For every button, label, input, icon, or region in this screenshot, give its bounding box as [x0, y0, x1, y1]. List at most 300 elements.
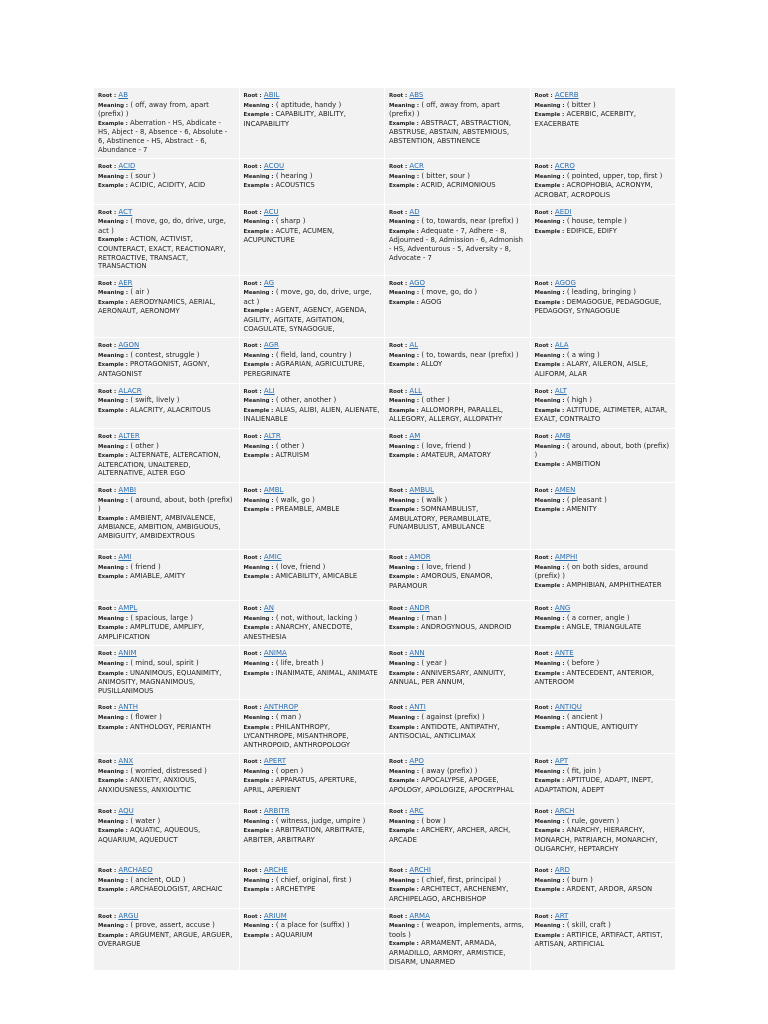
- root-entry-cell: [239, 754, 385, 804]
- root-line: [389, 486, 526, 496]
- meaning-text: ( hearing ): [275, 171, 313, 180]
- meaning-line: [389, 713, 526, 723]
- meaning-text: ( move, go, do, drive, urge, act ): [98, 217, 226, 235]
- meaning-text: ( other, another ): [275, 396, 337, 405]
- example-label: Example :: [534, 228, 565, 235]
- root-link[interactable]: AB: [118, 91, 128, 99]
- root-line: [98, 807, 235, 817]
- example-text: AQUARIUM: [275, 930, 313, 939]
- example-text: INANIMATE, ANIMAL, ANIMATE: [275, 668, 378, 677]
- example-label: Example :: [389, 778, 419, 785]
- meaning-line: [98, 172, 235, 182]
- root-line: [389, 387, 526, 397]
- meaning-line: [389, 172, 526, 182]
- example-label: Example :: [98, 887, 128, 894]
- root-label: Root :: [98, 651, 117, 658]
- meaning-text: ( witness, judge, umpire ): [275, 816, 366, 825]
- root-entry-cell: [530, 646, 676, 700]
- root-entry-cell: [385, 754, 531, 804]
- example-line: [535, 460, 672, 470]
- root-label: Root :: [243, 93, 262, 99]
- meaning-text: ( spacious, large ): [130, 613, 193, 622]
- root-line: [389, 208, 526, 218]
- root-label: Root :: [98, 868, 117, 875]
- root-link[interactable]: ACID: [118, 162, 136, 171]
- root-line: [98, 912, 235, 922]
- meaning-text: ( to, towards, near (prefix) ): [421, 350, 519, 359]
- root-link[interactable]: AMI: [118, 552, 132, 561]
- root-link[interactable]: AG: [263, 278, 274, 287]
- root-entry-cell: [94, 338, 240, 383]
- root-label: Root :: [389, 651, 408, 658]
- root-label: Root :: [98, 280, 117, 287]
- root-entry-cell: [385, 275, 531, 338]
- meaning-line: [98, 817, 235, 827]
- root-link[interactable]: ANIMA: [263, 649, 287, 658]
- root-link[interactable]: ALT: [554, 386, 567, 395]
- root-label: Root :: [98, 209, 117, 216]
- root-link[interactable]: AER: [118, 278, 133, 287]
- root-entry-cell: [530, 338, 676, 383]
- example-label: Example :: [389, 183, 419, 190]
- example-line: [98, 723, 235, 733]
- meaning-line: [535, 659, 672, 669]
- root-link[interactable]: ARIUM: [263, 911, 287, 920]
- table-row: [94, 600, 676, 645]
- table-row: [94, 275, 676, 338]
- example-label: Example :: [98, 453, 128, 460]
- meaning-line: [244, 217, 381, 227]
- meaning-text: ( field, land, country ): [275, 350, 352, 359]
- meaning-text: ( sour ): [130, 171, 156, 180]
- root-link[interactable]: ANTE: [554, 649, 574, 658]
- meaning-label: Meaning :: [98, 443, 129, 450]
- example-label: Example :: [243, 828, 274, 835]
- example-line: [535, 298, 672, 316]
- meaning-text: ( friend ): [130, 562, 161, 571]
- meaning-text: ( to, towards, near (prefix) ): [421, 217, 519, 226]
- root-line: [389, 604, 526, 614]
- root-entry-cell: [239, 429, 385, 483]
- example-label: Example :: [98, 778, 128, 785]
- meaning-line: [535, 921, 672, 931]
- root-link[interactable]: ARCHAEO: [118, 866, 153, 875]
- example-line: [244, 885, 381, 895]
- root-link[interactable]: AN: [263, 603, 274, 612]
- meaning-line: [244, 614, 381, 624]
- example-label: Example :: [98, 515, 128, 522]
- example-label: Example :: [98, 828, 128, 835]
- example-text: ACOUSTICS: [275, 181, 315, 190]
- root-label: Root :: [534, 93, 553, 99]
- example-label: Example :: [98, 932, 128, 939]
- meaning-text: ( swift, lively ): [130, 396, 180, 405]
- meaning-line: [244, 817, 381, 827]
- root-entry-cell: [94, 549, 240, 600]
- root-entry-cell: [530, 863, 676, 908]
- root-link[interactable]: ARBITR: [263, 807, 290, 816]
- word-roots-table-body: [94, 88, 676, 971]
- root-label: Root :: [389, 605, 408, 612]
- root-entry-cell: [239, 88, 385, 159]
- table-row: [94, 338, 676, 383]
- root-line: [389, 649, 526, 659]
- root-label: Root :: [98, 434, 117, 440]
- example-line: [244, 406, 381, 424]
- root-entry-cell: [530, 804, 676, 863]
- root-link[interactable]: ANTIQU: [554, 703, 582, 712]
- example-line: [535, 581, 672, 591]
- root-link[interactable]: AD: [409, 207, 420, 216]
- root-link[interactable]: AL: [409, 341, 419, 350]
- root-link[interactable]: AMBL: [263, 485, 284, 494]
- example-label: Example :: [243, 183, 274, 190]
- root-label: Root :: [534, 164, 553, 171]
- root-link[interactable]: ANX: [118, 757, 134, 766]
- example-label: Example :: [534, 724, 565, 731]
- root-entry-cell: [94, 204, 240, 275]
- root-label: Root :: [98, 487, 117, 494]
- root-link[interactable]: ALTER: [118, 432, 140, 440]
- root-link[interactable]: APO: [409, 757, 424, 766]
- example-text: ANTHOLOGY, PERIANTH: [130, 722, 211, 731]
- root-link[interactable]: ANTI: [409, 703, 426, 712]
- root-entry-cell: [94, 700, 240, 754]
- meaning-label: Meaning :: [98, 564, 129, 571]
- meaning-label: Meaning :: [389, 290, 420, 297]
- example-line: [244, 623, 381, 641]
- root-link[interactable]: ACR: [409, 162, 424, 171]
- example-text: ACUTE, ACUMEN, ACUPUNCTURE: [243, 226, 335, 245]
- meaning-text: ( away (prefix) ): [421, 766, 478, 775]
- root-line: [535, 91, 672, 101]
- root-label: Root :: [98, 759, 117, 766]
- example-text: AMIABLE, AMITY: [130, 572, 186, 581]
- root-entry-cell: [385, 600, 531, 645]
- root-link[interactable]: APERT: [263, 757, 286, 766]
- meaning-line: [389, 442, 526, 452]
- root-link[interactable]: ANIM: [118, 649, 137, 658]
- meaning-label: Meaning :: [534, 564, 565, 571]
- example-label: Example :: [389, 724, 419, 731]
- example-text: ARCHAEOLOGIST, ARCHAIC: [130, 885, 223, 894]
- root-link[interactable]: ARD: [554, 866, 570, 875]
- root-line: [535, 912, 672, 922]
- root-line: [535, 341, 672, 351]
- meaning-label: Meaning :: [243, 173, 274, 180]
- meaning-line: [535, 217, 672, 227]
- meaning-label: Meaning :: [98, 818, 129, 825]
- root-link[interactable]: ARCH: [554, 807, 575, 816]
- meaning-text: ( weapon, implements, arms, tools ): [389, 921, 524, 939]
- root-link[interactable]: ACOU: [263, 162, 285, 171]
- meaning-text: ( off, away from, apart (prefix) ): [389, 100, 500, 119]
- meaning-line: [535, 767, 672, 777]
- example-text: AMPLITUDE, AMPLIFY, AMPLIFICATION: [98, 623, 205, 641]
- example-label: Example :: [98, 237, 128, 244]
- example-line: [535, 776, 672, 794]
- root-link[interactable]: ABIL: [263, 91, 280, 99]
- root-link[interactable]: AGR: [263, 341, 279, 350]
- example-label: Example :: [243, 778, 274, 785]
- root-line: [98, 757, 235, 767]
- root-entry-cell: [385, 549, 531, 600]
- meaning-line: [535, 442, 672, 460]
- root-entry-cell: [94, 646, 240, 700]
- root-link[interactable]: ALL: [409, 386, 422, 395]
- root-link[interactable]: ARGU: [118, 911, 139, 920]
- example-label: Example :: [534, 362, 565, 369]
- root-line: [98, 649, 235, 659]
- root-link[interactable]: AMB: [554, 432, 571, 440]
- root-entry-cell: [239, 159, 385, 204]
- root-link[interactable]: ACU: [263, 207, 279, 216]
- root-label: Root :: [98, 164, 117, 171]
- root-line: [98, 553, 235, 563]
- root-link[interactable]: AMOR: [409, 552, 431, 561]
- root-link[interactable]: ALTR: [263, 432, 281, 440]
- example-line: [389, 939, 526, 966]
- example-text: ALACRITY, ALACRITOUS: [130, 405, 211, 414]
- meaning-line: [389, 101, 526, 119]
- root-link[interactable]: ARMA: [409, 911, 430, 920]
- root-line: [98, 279, 235, 289]
- example-label: Example :: [98, 362, 128, 369]
- root-link[interactable]: ANTH: [118, 703, 138, 712]
- meaning-line: [389, 921, 526, 939]
- root-entry-cell: [94, 863, 240, 908]
- example-line: [535, 110, 672, 128]
- root-line: [98, 91, 235, 101]
- meaning-line: [535, 172, 672, 182]
- example-label: Example :: [534, 887, 565, 894]
- meaning-text: ( other ): [275, 441, 305, 450]
- meaning-text: ( ancient ): [566, 712, 603, 721]
- root-entry-cell: [530, 88, 676, 159]
- meaning-text: ( on both sides, around (prefix) ): [534, 562, 648, 581]
- root-line: [244, 604, 381, 614]
- root-line: [244, 553, 381, 563]
- example-label: Example :: [243, 362, 274, 369]
- root-link[interactable]: ARC: [409, 807, 424, 816]
- example-line: [535, 181, 672, 199]
- root-link[interactable]: AEDI: [554, 207, 572, 216]
- root-link[interactable]: ART: [554, 911, 569, 920]
- meaning-line: [389, 563, 526, 573]
- meaning-label: Meaning :: [243, 877, 274, 884]
- meaning-label: Meaning :: [243, 714, 274, 721]
- example-text: ANTIDOTE, ANTIPATHY, ANTISOCIAL, ANTICLIMAX: [389, 722, 500, 741]
- root-link[interactable]: ANG: [554, 603, 571, 612]
- root-link[interactable]: ACRO: [554, 162, 575, 171]
- root-link[interactable]: ANN: [409, 649, 425, 658]
- root-link[interactable]: AGOG: [554, 278, 576, 287]
- root-line: [389, 279, 526, 289]
- root-line: [244, 387, 381, 397]
- root-line: [389, 91, 526, 101]
- root-entry-cell: [530, 383, 676, 428]
- example-label: Example :: [98, 299, 128, 306]
- example-label: Example :: [389, 407, 419, 414]
- root-line: [244, 649, 381, 659]
- example-line: [535, 406, 672, 424]
- meaning-text: ( year ): [421, 658, 447, 667]
- example-text: ARGUMENT, ARGUE, ARGUER, OVERARGUE: [98, 930, 233, 949]
- meaning-line: [244, 563, 381, 573]
- root-line: [535, 432, 672, 442]
- meaning-label: Meaning :: [243, 768, 274, 775]
- root-link[interactable]: AM: [409, 432, 421, 440]
- example-line: [389, 885, 526, 903]
- root-label: Root :: [98, 705, 117, 712]
- example-text: EDIFICE, EDIFY: [566, 226, 617, 235]
- root-link[interactable]: ARCHE: [263, 866, 288, 875]
- example-line: [389, 119, 526, 146]
- meaning-label: Meaning :: [389, 564, 420, 571]
- root-line: [244, 912, 381, 922]
- example-line: [389, 669, 526, 687]
- root-entry-cell: [385, 700, 531, 754]
- example-line: [389, 505, 526, 532]
- root-entry-cell: [530, 204, 676, 275]
- root-line: [535, 208, 672, 218]
- root-line: [389, 807, 526, 817]
- meaning-line: [98, 876, 235, 886]
- root-link[interactable]: AMPL: [118, 603, 138, 612]
- root-line: [389, 553, 526, 563]
- root-line: [98, 703, 235, 713]
- example-text: AMICABILITY, AMICABLE: [275, 572, 358, 581]
- meaning-text: ( worried, distressed ): [130, 766, 207, 775]
- root-link[interactable]: ACERB: [554, 91, 579, 99]
- root-line: [244, 807, 381, 817]
- example-label: Example :: [534, 670, 565, 677]
- root-link[interactable]: ALI: [263, 386, 275, 395]
- meaning-text: ( love, friend ): [421, 562, 471, 571]
- root-label: Root :: [534, 280, 553, 287]
- meaning-line: [535, 563, 672, 581]
- example-label: Example :: [534, 582, 565, 589]
- root-label: Root :: [243, 388, 262, 395]
- root-label: Root :: [389, 705, 408, 712]
- meaning-text: ( against (prefix) ): [421, 712, 485, 721]
- example-line: [389, 623, 526, 633]
- root-link[interactable]: AMPHI: [554, 552, 578, 561]
- root-label: Root :: [243, 913, 262, 920]
- root-line: [535, 279, 672, 289]
- example-label: Example :: [243, 670, 274, 677]
- meaning-label: Meaning :: [389, 923, 420, 930]
- root-link[interactable]: AGO: [409, 278, 426, 287]
- example-line: [98, 119, 235, 154]
- example-text: AGRARIAN, AGRICULTURE, PEREGRINATE: [243, 360, 365, 379]
- meaning-line: [244, 101, 381, 111]
- root-link[interactable]: ARCHI: [409, 866, 431, 875]
- meaning-line: [535, 496, 672, 506]
- example-label: Example :: [534, 112, 565, 119]
- meaning-text: ( love, friend ): [275, 562, 326, 571]
- root-line: [389, 703, 526, 713]
- meaning-label: Meaning :: [534, 173, 565, 180]
- meaning-line: [98, 496, 235, 514]
- root-entry-cell: [385, 159, 531, 204]
- root-link[interactable]: ACT: [118, 207, 133, 216]
- example-line: [244, 572, 381, 582]
- table-row: [94, 482, 676, 549]
- example-label: Example :: [243, 724, 274, 731]
- meaning-label: Meaning :: [98, 102, 129, 109]
- example-text: AMBIENT, AMBIVALENCE, AMBIANCE, AMBITION, AMBIGUOUS, AMBIGUITY, AMBIDEXTROUS: [98, 513, 221, 540]
- meaning-line: [244, 396, 381, 406]
- root-link[interactable]: ALA: [554, 341, 569, 350]
- meaning-text: ( man ): [275, 712, 302, 721]
- root-link[interactable]: ALACR: [118, 386, 142, 395]
- meaning-text: ( house, temple ): [566, 217, 627, 226]
- root-link[interactable]: AGON: [118, 341, 140, 350]
- root-label: Root :: [534, 809, 553, 816]
- root-link[interactable]: AMBUL: [409, 485, 435, 494]
- example-label: Example :: [243, 453, 274, 460]
- meaning-label: Meaning :: [98, 768, 129, 775]
- root-entry-cell: [530, 275, 676, 338]
- root-link[interactable]: ABS: [409, 91, 424, 99]
- meaning-label: Meaning :: [534, 497, 565, 504]
- meaning-line: [389, 659, 526, 669]
- example-text: ALLOMORPH, PARALLEL, ALLEGORY, ALLERGY, ALLOPATHY: [389, 405, 504, 424]
- meaning-label: Meaning :: [98, 923, 129, 930]
- example-text: PREAMBLE, AMBLE: [275, 505, 340, 514]
- example-text: Aberration - HS, Abdicate - HS, Abject - 8, Absence - 6, Absolute - 6, Abstinence - HS, Abstract - 6, Abundance - 7: [98, 118, 228, 154]
- example-text: ALARY, AILERON, AISLE, ALIFORM, ALAR: [534, 360, 648, 379]
- root-line: [535, 866, 672, 876]
- example-label: Example :: [534, 507, 565, 514]
- example-label: Example :: [389, 670, 419, 677]
- meaning-label: Meaning :: [534, 219, 565, 226]
- example-line: [535, 227, 672, 237]
- root-link[interactable]: APT: [554, 757, 569, 766]
- example-text: ACERBIC, ACERBITY, EXACERBATE: [534, 110, 636, 128]
- example-label: Example :: [98, 574, 128, 581]
- example-line: [535, 931, 672, 949]
- root-entry-cell: [385, 204, 531, 275]
- root-link[interactable]: AMEN: [554, 485, 576, 494]
- root-label: Root :: [243, 209, 262, 216]
- meaning-line: [244, 496, 381, 506]
- root-line: [535, 162, 672, 172]
- root-entry-cell: [385, 804, 531, 863]
- example-text: ARTIFICE, ARTIFACT, ARTIST, ARTISAN, ARTIFICIAL: [534, 930, 663, 949]
- meaning-label: Meaning :: [534, 443, 565, 450]
- root-link[interactable]: ANDR: [409, 603, 430, 612]
- root-label: Root :: [243, 487, 262, 494]
- root-link[interactable]: AQU: [118, 807, 134, 816]
- root-link[interactable]: AMBI: [118, 485, 137, 494]
- example-text: CAPABILITY, ABILITY, INCAPABILITY: [243, 110, 346, 128]
- root-label: Root :: [534, 913, 553, 920]
- root-entry-cell: [530, 482, 676, 549]
- example-line: [389, 227, 526, 262]
- example-line: [98, 826, 235, 844]
- root-entry-cell: [385, 338, 531, 383]
- example-label: Example :: [389, 941, 419, 948]
- example-line: [389, 298, 526, 308]
- root-link[interactable]: AMIC: [263, 552, 282, 561]
- root-label: Root :: [534, 209, 553, 216]
- root-link[interactable]: ANTHROP: [263, 703, 299, 712]
- example-text: AGOG: [421, 297, 442, 306]
- meaning-line: [98, 659, 235, 669]
- meaning-label: Meaning :: [98, 497, 129, 504]
